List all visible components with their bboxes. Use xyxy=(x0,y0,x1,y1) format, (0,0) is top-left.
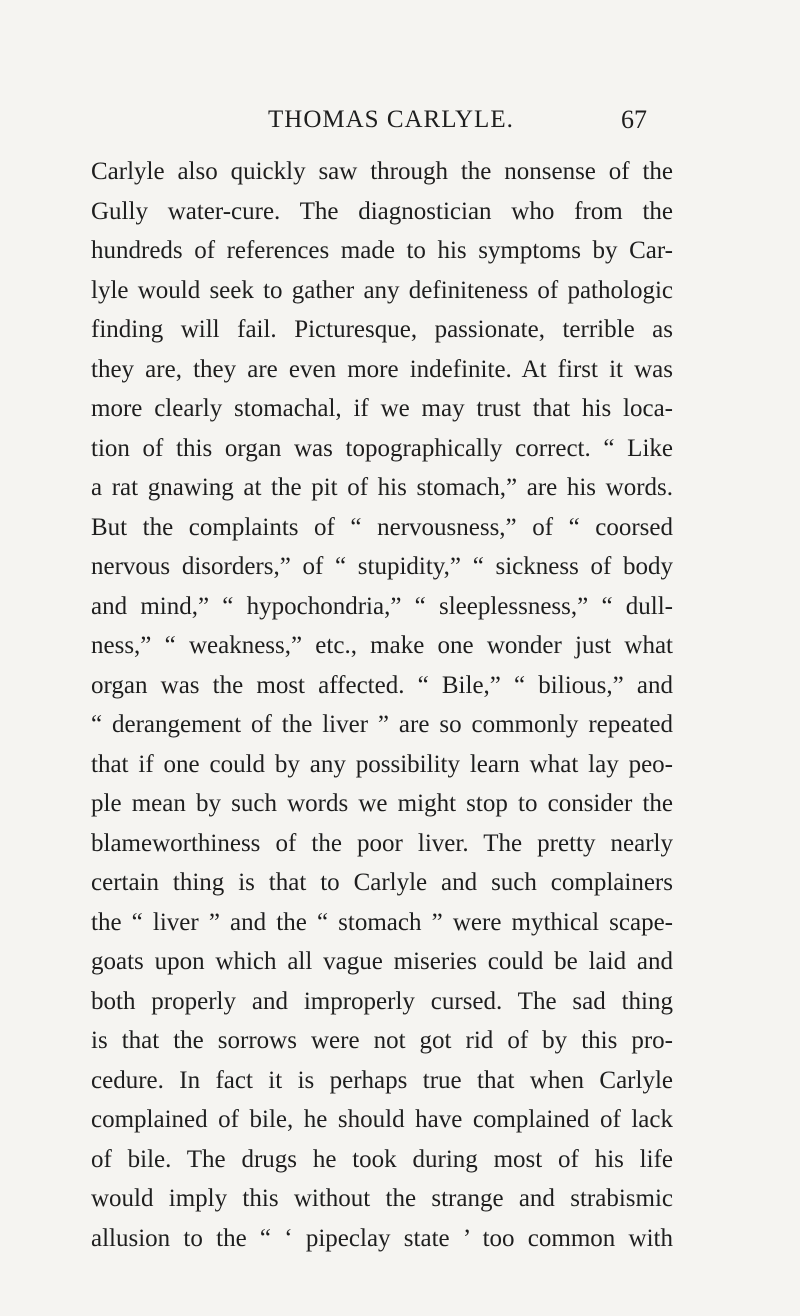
body-paragraph xyxy=(91,152,673,1258)
text-line: ness,” “ weakness,” etc., make one wonder just what xyxy=(91,632,673,659)
text-line: organ was the most affected. “ Bile,” “ bilious,” and xyxy=(91,671,673,699)
text-line: blameworthiness of the poor liver. The pretty nearly xyxy=(91,829,673,857)
text-line: But the complaints of “ nervousness,” of “ coorsed xyxy=(91,513,673,541)
text-line: “ derangement of the liver ” are so commonly repeated xyxy=(91,711,673,738)
text-line: and mind,” “ hypochondria,” “ sleeplessness,” “ dull- xyxy=(91,592,673,620)
text-line: that if one could by any possibility learn what lay peo- xyxy=(91,750,673,778)
text-line: ple mean by such words we might stop to consider the xyxy=(91,790,673,817)
text-line: lyle would seek to gather any definiteness of pathologic xyxy=(91,276,673,304)
text-line: the “ liver ” and the “ stomach ” were mythical scape- xyxy=(91,908,673,936)
running-head xyxy=(0,104,800,144)
text-line: Carlyle also quickly saw through the nonsense of the xyxy=(91,158,673,185)
text-line: certain thing is that to Carlyle and such complainers xyxy=(91,869,673,896)
text-line: goats upon which all vague miseries could be laid and xyxy=(91,948,673,975)
text-line: finding will fail. Picturesque, passionate, terrible as xyxy=(91,316,673,343)
text-line: of bile. The drugs he took during most of his life xyxy=(91,1145,673,1173)
text-line: a rat gnawing at the pit of his stomach,” are his words. xyxy=(91,474,673,501)
text-line: tion of this organ was topographically correct. “ Like xyxy=(91,434,673,462)
text-line: hundreds of references made to his symptoms by Car- xyxy=(91,237,673,264)
page-number: 67 xyxy=(621,105,647,134)
text-line: would imply this without the strange and strabismic xyxy=(91,1185,673,1212)
text-line: they are, they are even more indefinite. At first it was xyxy=(91,355,673,383)
text-line: more clearly stomachal, if we may trust that his loca- xyxy=(91,395,673,422)
running-title: THOMAS CARLYLE. xyxy=(268,106,514,133)
text-line: cedure. In fact it is perhaps true that when Carlyle xyxy=(91,1066,673,1094)
text-line: is that the sorrows were not got rid of by this pro- xyxy=(91,1027,673,1054)
text-line: allusion to the “ ‘ pipeclay state ’ too common with xyxy=(91,1224,673,1252)
text-line: nervous disorders,” of “ stupidity,” “ sickness of body xyxy=(91,553,673,580)
text-line: Gully water-cure. The diagnostician who from the xyxy=(91,197,673,225)
text-line: complained of bile, he should have complained of lack xyxy=(91,1106,673,1133)
text-line: both properly and improperly cursed. The sad thing xyxy=(91,987,673,1015)
